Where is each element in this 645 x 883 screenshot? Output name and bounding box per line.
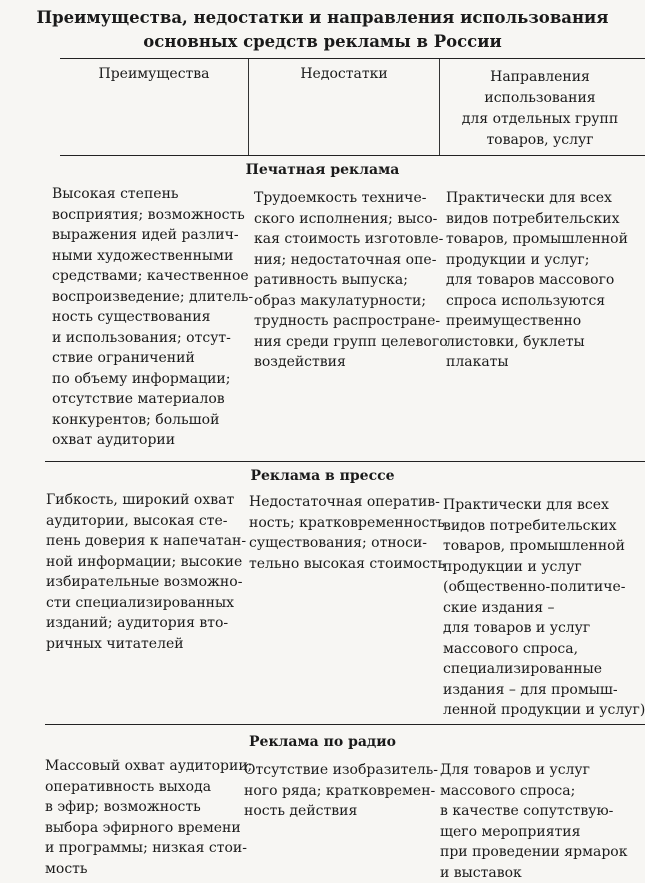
- header-disadvantages: Недостатки: [300, 66, 388, 82]
- radio-usage: Для товаров и услуг массового спроса; в качестве сопутствую- щего мероприятия при проведении ярмарок и выставок: [440, 762, 628, 881]
- radio-disadvantages: Отсутствие изобразитель- ного ряда; кратковремен- ность действия: [244, 762, 438, 819]
- print-advantages: Высокая степень восприятия; возможность выражения идей различ- ными художественными средствами; качественное воспроизведение; длитель- ность существования и использования; отсут- ствие ограничений по объему информации; отсутствие материалов конкурентов; большой охват аудитории: [52, 186, 254, 448]
- title-line-1: Преимущества, недостатки и направления использования: [36, 8, 609, 27]
- press-usage: Практически для всех видов потребительских товаров, промышленной продукции и услуг (общественно-политиче- ские издания – для товаров и услуг массового спроса, специализированные издания – для промыш- ленной продукции и услуг): [443, 497, 645, 718]
- section-title-press: Реклама в прессе: [250, 468, 395, 484]
- radio-advantages: Массовый охват аудитории; оперативность выхода в эфир; возможность выбора эфирного времени и программы; низкая стои- мость: [45, 758, 253, 877]
- header-usage: Направления использования для отдельных групп товаров, услуг: [461, 69, 619, 148]
- section-title-print: Печатная реклама: [245, 162, 400, 178]
- press-advantages: Гибкость, широкий охват аудитории, высокая сте- пень доверия к напечатан- ной информации; высокие избирательные возможно- сти специализированных изданий; аудитория вто- ричных читателей: [46, 492, 247, 652]
- print-disadvantages: Трудоемкость техниче- ского исполнения; высо- кая стоимость изготовле- ния; недостаточная опе- ративность выпуска; образ макулатурности; трудность распростране- ния среди групп целевого воздействия: [254, 190, 448, 370]
- press-disadvantages: Недостаточная оператив- ность; кратковременность существования; относи- тельно высокая стоимость: [249, 494, 446, 572]
- document-title: [0, 6, 645, 54]
- section-2-rule: [45, 461, 645, 462]
- header-bottom-rule: [60, 155, 645, 156]
- section-title-radio: Реклама по радио: [249, 734, 396, 750]
- title-line-2: основных средств рекламы в России: [143, 32, 502, 51]
- table-top-rule: [60, 58, 645, 59]
- print-usage: Практически для всех видов потребительских товаров, промышленной продукции и услуг; для товаров массового спроса используются преимущественно листовки, буклеты плакаты: [446, 190, 628, 370]
- header-advantages: Преимущества: [98, 66, 210, 82]
- section-3-rule: [45, 724, 645, 725]
